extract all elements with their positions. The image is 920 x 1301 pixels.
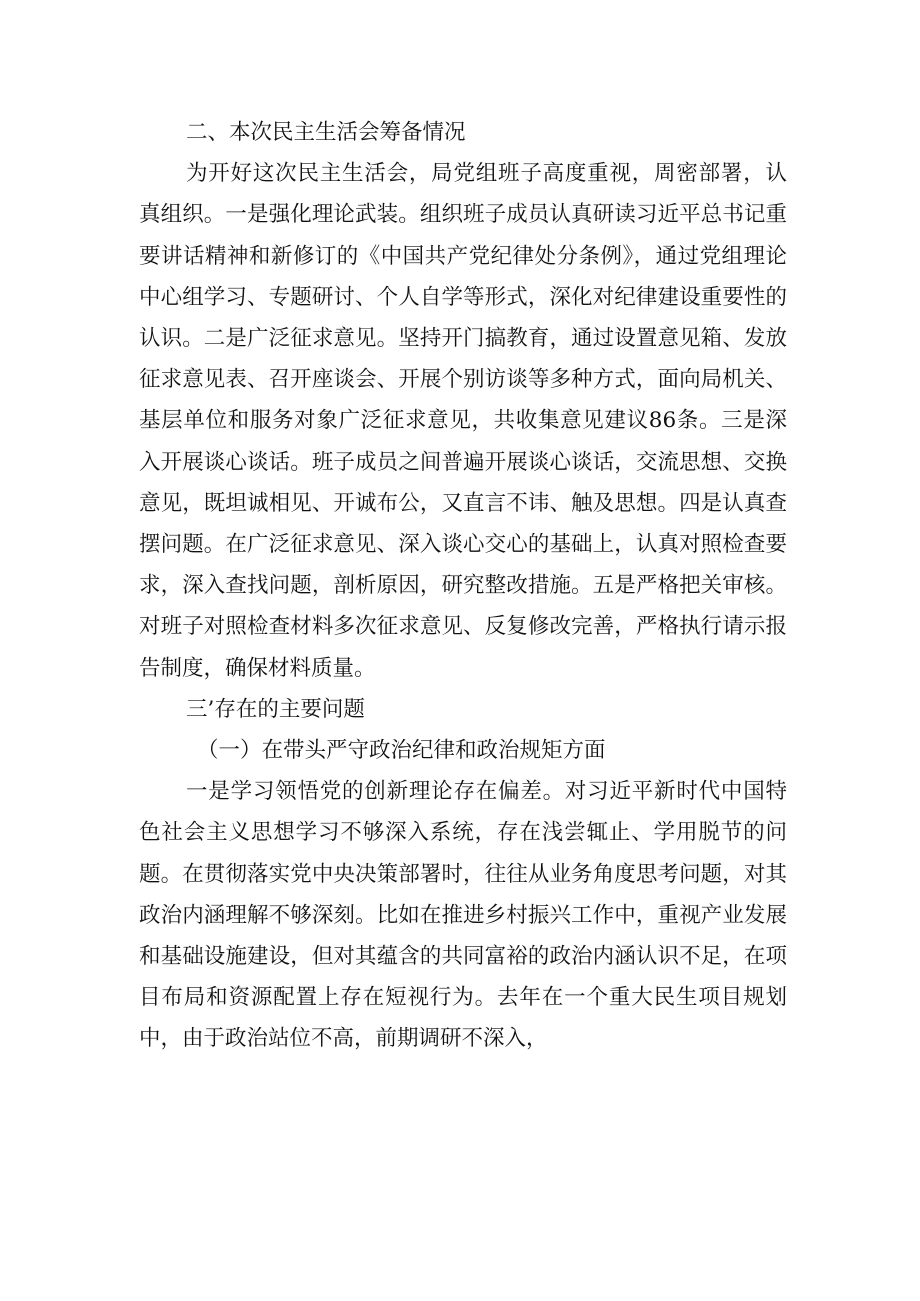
subsection-heading-political-discipline: （一）在带头严守政治纪律和政治规矩方面 xyxy=(197,738,606,764)
section-heading-preparation: 二、本次民主生活会筹备情况 xyxy=(186,120,466,145)
paragraph-problems: 一是学习领悟党的创新理论存在偏差。对习近平新时代中国特色社会主义思想学习不够深入系统，存在浅尝辄止、学用脱节的问题。在贯彻落实党中央决策部署时，往往从业务角度思考问题，对其政治内涵理解不够深刻。比如在推进乡村振兴工作中，重视产业发展和基础设施建设，但对其蕴含的共同富裕的政治内涵认识不足，在项目布局和资源配置上存在短视行为。去年在一个重大民生项目规划中，由于政治站位不高，前期调研不深入， xyxy=(139,779,787,1052)
paragraph-preparation: 为开好这次民主生活会，局党组班子高度重视，周密部署，认真组织。一是强化理论武装。组织班子成员认真研读习近平总书记重要讲话精神和新修订的《中国共产党纪律处分条例》，通过党组理论中心组学习、专题研讨、个人自学等形式，深化对纪律建设重要性的认识。二是广泛征求意见。坚持开门搞教育，通过设置意见箱、发放征求意见表、召开座谈会、开展个别访谈等多种方式，面向局机关、基层单位和服务对象广泛征求意见，共收集意见建议86条。三是深入开展谈心谈话。班子成员之间普遍开展谈心谈话，交流思想、交换意见，既坦诚相见、开诚布公，又直言不讳、触及思想。四是认真查摆问题。在广泛征求意见、深入谈心交心的基础上，认真对照检查要求，深入查找问题，剖析原因，研究整改措施。五是严格把关审核。对班子对照检查材料多次征求意见、反复修改完善，严格执行请示报告制度，确保材料质量。 xyxy=(139,161,787,681)
section-heading-problems: 三’存在的主要问题 xyxy=(186,696,365,722)
document-body xyxy=(139,112,787,1060)
